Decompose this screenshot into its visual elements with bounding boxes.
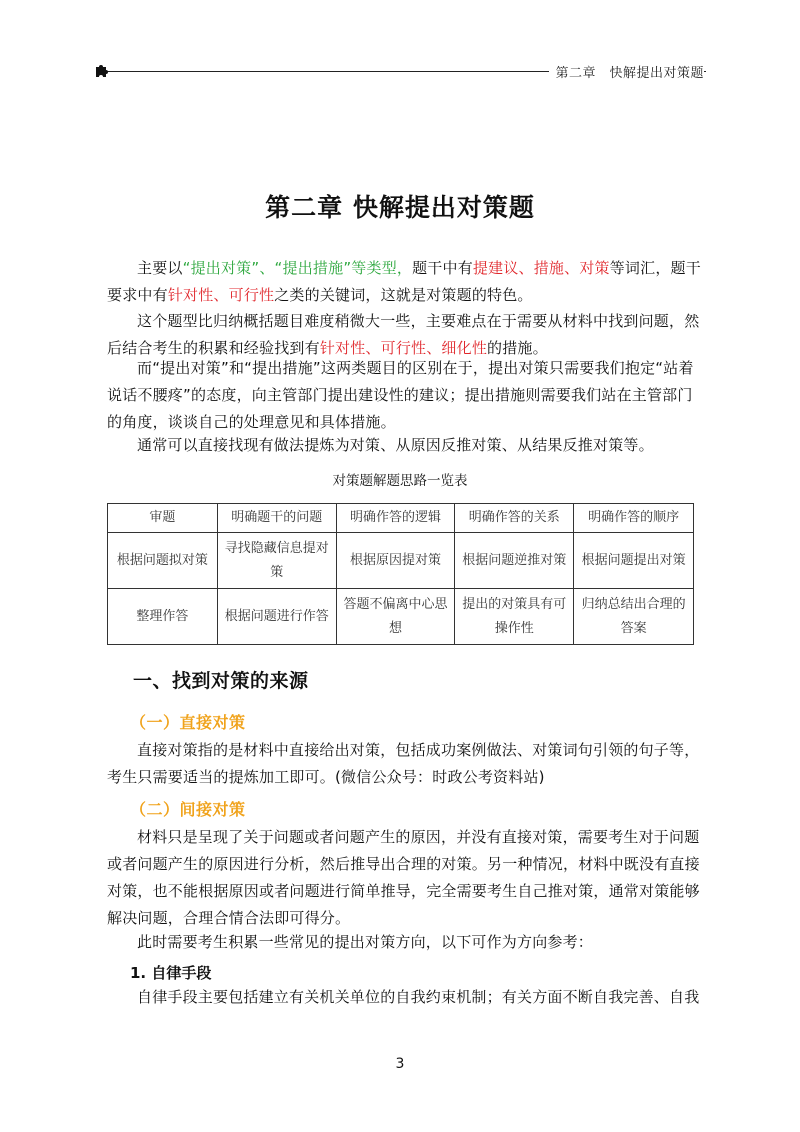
intro-paragraph-2: 这个题型比归纳概括题目难度稍微大一些，主要难点在于需要从材料中找到问题，然后结合考生的积累和经验找到有针对性、可行性、细化性的措施。	[107, 312, 700, 357]
table-cell: 根据问题进行作答	[217, 589, 336, 645]
self-discipline-paragraph: 自律手段主要包括建立有关机关单位的自我约束机制；有关方面不断自我完善、自我	[137, 988, 700, 1006]
table-cell: 根据问题逆推对策	[455, 533, 574, 589]
table-row	[108, 504, 694, 533]
indirect-strategy-paragraph: 材料只是呈现了关于问题或者问题产生的原因，并没有直接对策，需要考生对于问题或者问题产生的原因进行分析，然后推导出合理的对策。另一种情况，材料中既没有直接对策，也不能根据原因或者问题进行简单推导，完全需要考生自己推对策，通常对策能够解决问题，合理合情合法即可得分。	[107, 828, 700, 927]
puzzle-icon	[93, 62, 111, 80]
page-title: 第二章 快解提出对策题	[265, 193, 535, 222]
running-header: 第二章 快解提出对策题	[549, 62, 704, 81]
table-cell: 明确作答的关系	[455, 504, 574, 533]
table-cell: 整理作答	[108, 589, 218, 645]
table-cell: 归纳总结出合理的答案	[574, 589, 694, 645]
table-cell: 根据问题拟对策	[108, 533, 218, 589]
table-cell: 答题不偏离中心思想	[336, 589, 455, 645]
table-cell: 提出的对策具有可操作性	[455, 589, 574, 645]
table-cell: 明确题干的问题	[217, 504, 336, 533]
table-cell: 明确作答的顺序	[574, 504, 694, 533]
table-cell: 审题	[108, 504, 218, 533]
table-cell: 根据问题提出对策	[574, 533, 694, 589]
page-number: 3	[395, 1056, 405, 1072]
subsection-heading-indirect: （二）间接对策	[130, 800, 246, 819]
intro-paragraph-4: 通常可以直接找现有做法提炼为对策、从原因反推对策、从结果反推对策等。	[137, 436, 654, 454]
table-caption: 对策题解题思路一览表	[332, 473, 468, 489]
table-cell: 明确作答的逻辑	[336, 504, 455, 533]
table-row	[108, 533, 694, 589]
section-heading: 一、找到对策的来源	[133, 670, 309, 692]
table-row	[108, 589, 694, 645]
table-cell: 寻找隐藏信息提对策	[217, 533, 336, 589]
reference-intro-paragraph: 此时需要考生积累一些常见的提出对策方向，以下可作为方向参考：	[137, 933, 594, 951]
intro-paragraph-3: 而“提出对策”和“提出措施”这两类题目的区别在于，提出对策只需要我们抱定“站着说话不腰疼”的态度，向主管部门提出建设性的建议；提出措施则需要我们站在主管部门的角度，谈谈自己的处理意见和具体措施。	[107, 359, 694, 431]
subsection-heading-direct: （一）直接对策	[130, 713, 246, 732]
strategy-table	[107, 503, 694, 645]
item-heading: 1. 自律手段	[130, 964, 212, 982]
direct-strategy-paragraph: 直接对策指的是材料中直接给出对策，包括成功案例做法、对策词句引领的句子等，考生只需要适当的提炼加工即可。(微信公众号：时政公考资料站)	[107, 741, 700, 786]
intro-paragraph-1: 主要以“提出对策”、“提出措施”等类型，题干中有提建议、措施、对策等词汇，题干要求中有针对性、可行性之类的关键词，这就是对策题的特色。	[107, 259, 701, 304]
table-cell: 根据原因提对策	[336, 533, 455, 589]
